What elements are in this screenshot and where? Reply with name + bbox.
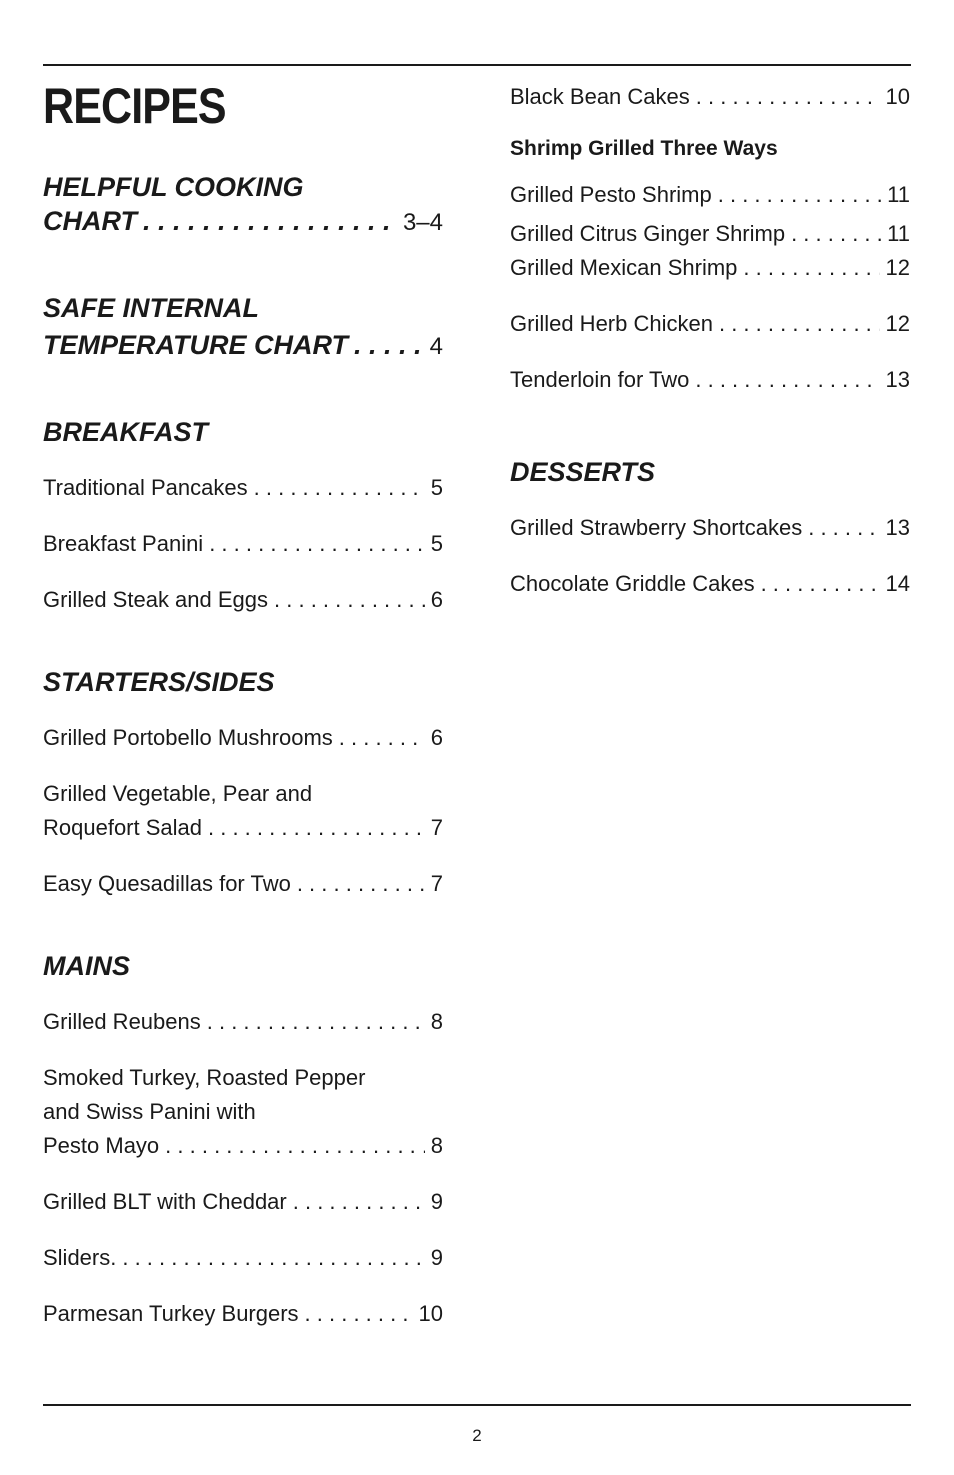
entry-page: 5: [430, 475, 443, 500]
dot-leader: [743, 251, 879, 285]
toc-entry[interactable]: [510, 251, 910, 285]
toc-entry[interactable]: [43, 1241, 443, 1275]
entry-page: 13: [885, 367, 910, 392]
entry-page: 6: [430, 725, 443, 750]
dot-leader: [695, 363, 879, 397]
left-column: [43, 170, 443, 1331]
entry-title: Tenderloin for Two: [510, 367, 690, 392]
section-heading-line: HELPFUL COOKING: [43, 172, 304, 202]
entry-title-line: Grilled Vegetable, Pear and: [43, 781, 313, 806]
dot-leader: [808, 511, 879, 545]
dot-leader: [254, 471, 425, 505]
entry-page: 5: [430, 531, 443, 556]
dot-leader: [143, 204, 397, 238]
toc-entry[interactable]: [43, 1005, 443, 1039]
dot-leader: [354, 327, 424, 364]
dot-leader: [305, 1297, 413, 1331]
entry-title: Pesto Mayo: [43, 1133, 160, 1158]
entry-page: 12: [885, 311, 910, 336]
dot-leader: [209, 527, 425, 561]
dot-leader: [718, 178, 881, 212]
entry-title: TEMPERATURE CHART: [43, 330, 349, 360]
entry-page: 9: [430, 1245, 443, 1270]
toc-entry[interactable]: [43, 777, 443, 845]
bottom-rule: [43, 1404, 911, 1406]
toc-leader-line: [43, 811, 443, 845]
dot-leader: [719, 307, 880, 341]
entry-title: Grilled Pesto Shrimp: [510, 182, 712, 207]
toc-entry[interactable]: [43, 1185, 443, 1219]
section-heading-mains: MAINS: [43, 951, 130, 981]
dot-leader: [165, 1129, 425, 1163]
toc-leader-line: [43, 204, 443, 240]
toc-entry[interactable]: [510, 178, 910, 212]
entry-title: Chocolate Griddle Cakes: [510, 571, 755, 596]
entry-page: 10: [418, 1301, 443, 1326]
toc-entry[interactable]: [43, 867, 443, 901]
page-title: RECIPES: [43, 78, 226, 134]
entry-page: 3–4: [402, 209, 443, 236]
dot-leader: [207, 1005, 425, 1039]
toc-entry[interactable]: [43, 1297, 443, 1331]
entry-page: 8: [430, 1133, 443, 1158]
entry-page: 6: [430, 587, 443, 612]
entry-title: Grilled Mexican Shrimp: [510, 255, 738, 280]
entry-title: Grilled Portobello Mushrooms: [43, 725, 333, 750]
dot-leader: [761, 567, 880, 601]
entry-title-line: and Swiss Panini with: [43, 1099, 256, 1124]
entry-page: 7: [430, 871, 443, 896]
toc-entry[interactable]: [510, 511, 910, 545]
toc-entry[interactable]: [510, 567, 910, 601]
entry-title: Grilled Citrus Ginger Shrimp: [510, 221, 786, 246]
top-rule: [43, 64, 911, 66]
entry-title: Grilled BLT with Cheddar: [43, 1189, 287, 1214]
dot-leader: [208, 811, 425, 845]
toc-entry[interactable]: [510, 307, 910, 341]
entry-page: 11: [887, 182, 910, 207]
toc-entry[interactable]: [43, 471, 443, 505]
dot-leader: [339, 721, 425, 755]
entry-title: Parmesan Turkey Burgers: [43, 1301, 299, 1326]
entry-title: Black Bean Cakes: [510, 84, 690, 109]
dot-leader: [293, 1185, 425, 1219]
entry-page: 14: [885, 571, 910, 596]
dot-leader: [122, 1241, 424, 1275]
entry-title: Grilled Steak and Eggs: [43, 587, 269, 612]
entry-page: 12: [885, 255, 910, 280]
entry-title: CHART: [43, 206, 137, 236]
entry-title: Grilled Herb Chicken: [510, 311, 713, 336]
toc-entry[interactable]: [510, 363, 910, 397]
toc-entry[interactable]: [43, 721, 443, 755]
entry-page: 9: [430, 1189, 443, 1214]
dot-leader: [696, 80, 880, 114]
entry-title: Roquefort Salad: [43, 815, 202, 840]
toc-entry[interactable]: [510, 217, 910, 251]
toc-entry[interactable]: [43, 583, 443, 617]
dot-leader: [297, 867, 425, 901]
entry-title: Grilled Reubens: [43, 1009, 201, 1034]
toc-leader-line: [43, 327, 443, 365]
page-number: 2: [472, 1426, 482, 1445]
toc-entry[interactable]: [43, 527, 443, 561]
entry-page: 4: [429, 333, 443, 360]
entry-title: Sliders.: [43, 1245, 117, 1270]
right-column: [510, 80, 910, 601]
entry-page: 10: [885, 84, 910, 109]
dot-leader: [274, 583, 425, 617]
section-heading-line: SAFE INTERNAL: [43, 293, 259, 323]
dot-leader: [791, 217, 881, 251]
entry-page: 13: [885, 515, 910, 540]
subsection-heading-shrimp: Shrimp Grilled Three Ways: [510, 137, 778, 160]
toc-leader-line: [43, 1129, 443, 1163]
section-heading-desserts: DESSERTS: [510, 457, 656, 487]
toc-entry[interactable]: [510, 80, 910, 114]
toc-safe-temperature-chart[interactable]: [43, 290, 443, 365]
entry-page: 8: [430, 1009, 443, 1034]
entry-title: Traditional Pancakes: [43, 475, 248, 500]
entry-title: Breakfast Panini: [43, 531, 204, 556]
section-heading-starters: STARTERS/SIDES: [43, 667, 275, 697]
entry-title: Easy Quesadillas for Two: [43, 871, 291, 896]
entry-page: 7: [430, 815, 443, 840]
section-heading-breakfast: BREAKFAST: [43, 417, 209, 447]
entry-title-line: Smoked Turkey, Roasted Pepper: [43, 1065, 366, 1090]
toc-entry[interactable]: [43, 1061, 443, 1163]
entry-title: Grilled Strawberry Shortcakes: [510, 515, 803, 540]
toc-helpful-cooking-chart[interactable]: [43, 170, 443, 240]
entry-page: 11: [887, 221, 910, 246]
